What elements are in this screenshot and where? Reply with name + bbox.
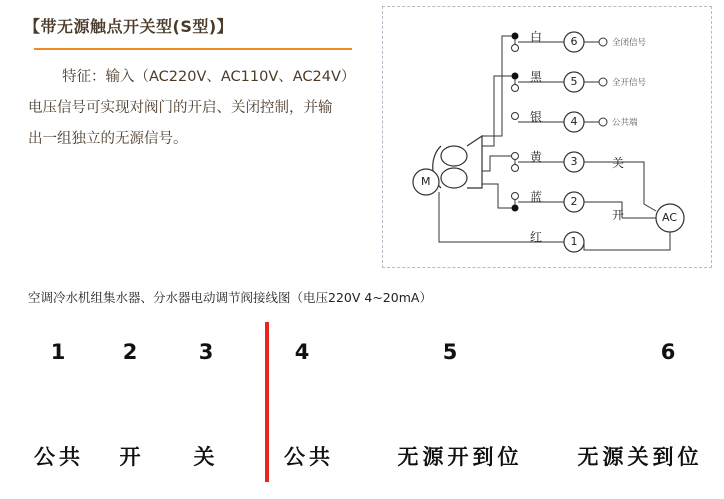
wire-color-blue: 蓝 <box>530 190 543 204</box>
signal-label-close: 关 <box>612 156 625 170</box>
diagram-svg <box>382 6 712 274</box>
terminal-number-6: 6 <box>570 35 578 48</box>
wire-color-white: 白 <box>530 30 543 44</box>
legend-number-4: 4 <box>294 340 310 364</box>
signal-label-common: 公共端 <box>612 118 638 128</box>
motor-label: M <box>421 175 431 188</box>
legend-label-1: 公共 <box>34 445 84 469</box>
panel-line: 特征：输入（AC220V、AC110V、AC24V） <box>62 69 356 85</box>
legend-number-5: 5 <box>442 340 458 364</box>
legend-number-2: 2 <box>122 340 138 364</box>
wire-color-silver: 银 <box>530 110 543 124</box>
terminal-number-1: 1 <box>570 235 578 248</box>
panel-line: 出一组独立的无源信号。 <box>28 131 188 147</box>
feature-panel <box>24 14 374 214</box>
legend-label-4: 公共 <box>284 445 334 469</box>
panel-body <box>28 62 364 155</box>
diagram-caption: 空调冷水机组集水器、分水器电动调节阀接线图（电压220V 4~20mA） <box>28 290 432 305</box>
title-divider <box>34 48 352 50</box>
panel-line: 电压信号可实现对阀门的开启、关闭控制，并输 <box>28 100 333 116</box>
legend-label-5: 无源开到位 <box>397 445 523 469</box>
terminal-number-2: 2 <box>570 195 578 208</box>
terminal-number-5: 5 <box>570 75 578 88</box>
terminal-number-4: 4 <box>570 115 578 128</box>
legend-number-1: 1 <box>50 340 66 364</box>
wire-color-red: 红 <box>530 230 543 244</box>
signal-label-full-close: 全闭信号 <box>612 38 647 48</box>
legend-label-2: 开 <box>119 445 145 469</box>
wiring-diagram <box>382 6 712 274</box>
terminal-legend <box>0 318 724 499</box>
legend-number-3: 3 <box>198 340 214 364</box>
signal-label-open: 开 <box>612 208 625 222</box>
terminal-number-3: 3 <box>570 155 578 168</box>
panel-title: 【带无源触点开关型(S型)】 <box>24 17 234 36</box>
legend-number-6: 6 <box>660 340 676 364</box>
signal-label-full-open: 全开信号 <box>612 78 647 88</box>
ac-source-label: AC <box>662 211 678 224</box>
legend-label-6: 无源关到位 <box>577 445 703 469</box>
legend-label-3: 关 <box>193 445 219 469</box>
wire-color-black: 黑 <box>530 70 543 84</box>
red-divider <box>265 322 269 482</box>
wire-color-yellow: 黄 <box>530 150 543 164</box>
